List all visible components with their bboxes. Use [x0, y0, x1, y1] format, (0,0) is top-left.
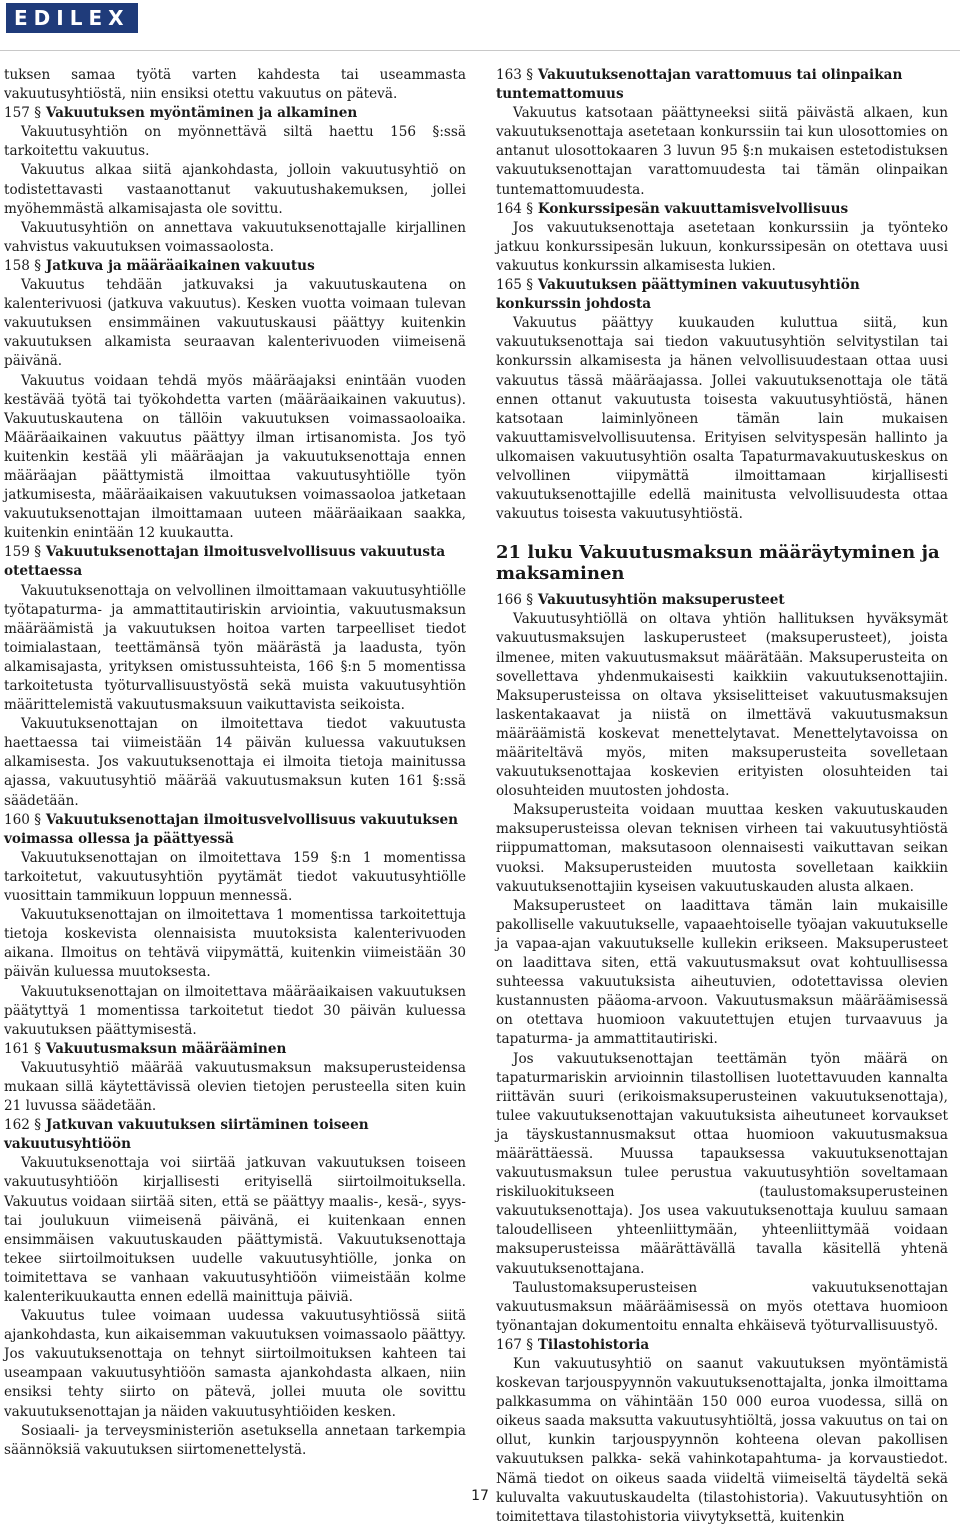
paragraph: Jos vakuutuksenottajan teettämän työn määrä on tapaturmariskin arvioinnin tilastollisen luotettavuuden kannalta riittävän suuri (erikoismaksuperusteinen vakuutuksenottaja), tulee vakuutuksenottajan vakuutuksista aiheutuneet korvaukset ja täyskustannusmaksut ottaa huomioon vakuutusmaksua määrättäessä. Muussa tapauksessa vakuutuksenottajan vakuutusmaksun tulee perustua vakuutusyhtiön soveltamaan riskiluokitukseen (taulustomaksuperusteinen vakuutuksenottaja). Jos usea vakuutuksenottaja kuuluu samaan taloudelliseen yhteenliittymään, yhteenliittymää voidaan maksuperusteissa määrättävällä tavalla käsitellä yhtenä vakuutuksenottajana.	[496, 1050, 948, 1277]
paragraph: Vakuutus voidaan tehdä myös määräajaksi enintään vuoden kestävää työtä tai työkohdetta varten (määräaikainen vakuutus). Vakuutuskautena on tällöin vakuutuksen voimassaoloaika. Määräaikainen vakuutus päättyy ilman irtisanomista. Jos työ kuitenkin kestää yli määräajan ja vakuutuksenottaja ennen määräajan päättymistä ilmoittaa vakuutusyhtiölle työn jatkumisesta, määräaikaisen vakuutuksen voimassaoloa jatketaan vakuutuksenottajan ilmoittamaan uuteen määräaikaan saakka, kuitenkin enintään 12 kuukautta.	[4, 372, 466, 542]
paragraph: Vakuutusyhtiö määrää vakuutusmaksun maksuperusteidensa mukaan sillä käytettävissä olevien tietojen perusteella siten kuin 21 luvussa säädetään.	[4, 1059, 466, 1115]
paragraph: Taulustomaksuperusteisen vakuutuksenottajan vakuutusmaksun määräämisessä on myös otettava huomioon työnantajan dokumentoitu ennalta ehkäisevä työturvallisuustyö.	[496, 1279, 948, 1334]
section-number: 167 §	[496, 1336, 534, 1353]
section-title: Vakuutuksen myöntäminen ja alkaminen	[45, 105, 358, 122]
section-title: Vakuutusmaksun määrääminen	[45, 1040, 287, 1057]
paragraph: Vakuutusyhtiön on myönnettävä siltä haettu 156 §:ssä tarkoitettu vakuutus.	[4, 124, 466, 160]
paragraph: Vakuutus alkaa siitä ajankohdasta, jolloin vakuutusyhtiö on todistettavasti vastaanottanut vakuutushakemuksen, jollei myöhemmästä alkamisajasta ole sovittu.	[4, 162, 466, 217]
section-heading	[4, 257, 466, 276]
paragraph: Sosiaali- ja terveysministeriön asetuksella annetaan tarkempia säännöksiä vakuutuksen siirtomenettelystä.	[4, 1422, 466, 1458]
section-title: Tilastohistoria	[537, 1336, 650, 1353]
section-heading	[4, 811, 466, 849]
paragraph: Vakuutusyhtiön on annettava vakuutuksenottajalle kirjallinen vahvistus vakuutuksen voimassaolosta.	[4, 219, 466, 255]
paragraph: Jos vakuutuksenottaja asetetaan konkurssiin ja työnteko jatkuu konkurssipesän lukuun, konkurssipesän on otettava uusi vakuutus konkurssin alkamisesta lukien.	[496, 219, 948, 274]
paragraph: Vakuutus katsotaan päättyneeksi siitä päivästä alkaen, kun vakuutuksenottaja asetetaan konkurssiin tai kun ulosottomies on antanut ulosottokaaren 3 luvun 95 §:n mukaisen estetodistuksen vakuutuksenottajan varattomuudesta tai tämän olinpaikan tuntemattomuudesta.	[496, 105, 948, 198]
edilex-logo[interactable]	[6, 3, 138, 33]
paragraph: tuksen samaa työtä varten kahdesta tai useammasta vakuutusyhtiöstä, niin ensiksi otettu vakuutus on pätevä.	[4, 67, 466, 103]
section-title: Vakuutuksenottajan ilmoitusvelvollisuus vakuutuksen voimassa ollessa ja päättyessä	[4, 811, 459, 847]
section-number: 157 §	[4, 105, 42, 122]
logo-text: EDILEX	[14, 6, 130, 30]
section-title: Jatkuva ja määräaikainen vakuutus	[45, 257, 315, 274]
paragraph: Vakuutuksenottajan on ilmoitettava tiedot vakuutusta haettaessa tai viimeistään 14 päivän kuluessa vakuutuksen alkamisesta. Jos vakuutuksenottaja ei ilmoita tietoja mainitussa ajassa, vakuutusyhtiö määrää vakuutusmaksun kuten 161 §:ssä säädetään.	[4, 716, 466, 809]
section-heading	[496, 200, 948, 219]
section-heading	[4, 543, 466, 581]
paragraph: Vakuutus tehdään jatkuvaksi ja vakuutuskautena on kalenterivuosi (jatkuva vakuutus). Kesken vuotta voimaan tulevan vakuutuksen ensimmäinen vakuutuskausi päättyy kuitenkin vakuutuksen alkamista seuraavan kalenterivuoden viimeisenä päivänä.	[4, 277, 466, 370]
paragraph: Vakuutus tulee voimaan uudessa vakuutusyhtiössä siitä ajankohdasta, kun aikaisemman vakuutuksen voimassaolo päättyy. Jos vakuutuksenottaja on tehnyt siirtoilmoituksen kahteen tai useampaan vakuutusyhtiöön samasta ajankohdasta alkaen, niin ensiksi tehty siirto on pätevä, jollei muuta ole sovittu vakuutuksenottajan ja näiden vakuutusyhtiöiden kesken.	[4, 1308, 466, 1420]
section-title: Jatkuvan vakuutuksen siirtäminen toiseen vakuutusyhtiöön	[4, 1117, 369, 1153]
paragraph: Maksuperusteita voidaan muuttaa kesken vakuutuskauden maksuperusteissa olevan teknisen virheen tai vakuutusyhtiöstä riippumattoman, maksutasoon olennaisesti vaikuttavan seikan vuoksi. Maksuperusteiden muutosta sovelletaan kaikkiin vakuutuksenottajiin kyseisen vakuutuskauden alusta alkaen.	[496, 802, 948, 895]
section-heading	[4, 104, 466, 123]
paragraph: Vakuutuksenottajan on ilmoitettava 159 §:n 1 momentissa tarkoitetut, vakuutusyhtiön pyytämät tiedot vakuutusyhtiölle vuosittain tammikuun loppuun mennessä.	[4, 849, 466, 905]
paragraph: Vakuutusyhtiöllä on oltava yhtiön hallituksen hyväksymät vakuutusmaksujen laskuperusteet (maksuperusteet), joista ilmenee, miten vakuutusmaksut määrätään. Maksuperusteita on sovellettava yhdenmukaisesti kaikkiin vakuutuksenottajiin. Maksuperusteissa on oltava yksiselitteiset vakuutusmaksujen laskentakaavat ja niistä on ilmettävä vakuutusmaksun määräämistä koskevat menettelytavat. Menettelytavoissa on määriteltävä myös, miten maksuperusteita sovelletaan vakuutuksenottajaa koskevien erityisten olosuhteiden tai olosuhteiden muutosten johdosta.	[496, 611, 948, 800]
left-column	[4, 66, 466, 1460]
page-number: 17	[471, 1488, 489, 1504]
paragraph: Maksuperusteet on laadittava tämän lain mukaisille pakolliselle vakuutukselle, vapaaehtoiselle työajan vakuutukselle ja vapaa-ajan vakuutukselle kullekin erikseen. Maksuperusteet on laadittava siten, että vakuutusmaksut ovat kohtuullisessa suhteessa vakuutuksista aiheutuvien, odotettavissa olevien kustannusten pääoma-arvoon. Vakuutusmaksun määräämisessä on otettava huomioon vakuutettujen etujen turvaavuus ja tapaturma- ja ammattitautiriski.	[496, 897, 948, 1048]
section-title: Vakuutuksenottajan varattomuus tai olinpaikan tuntemattomuus	[496, 67, 903, 103]
section-title: Konkurssipesän vakuuttamisvelvollisuus	[537, 200, 849, 217]
section-number: 166 §	[496, 592, 534, 609]
section-heading	[496, 591, 948, 610]
section-heading	[4, 1116, 466, 1154]
section-heading	[4, 1040, 466, 1059]
section-number: 158 §	[4, 257, 42, 274]
section-number: 160 §	[4, 811, 42, 828]
section-number: 164 §	[496, 200, 534, 217]
section-heading	[496, 276, 948, 314]
section-number: 163 §	[496, 67, 534, 83]
section-number: 159 §	[4, 544, 42, 561]
paragraph: Vakuutus päättyy kuukauden kuluttua siitä, kun vakuutuksenottaja sai tiedon vakuutusyhtiön selvitystilan tai konkurssin alkamisesta ja hänen velvollisuudestaan ottaa uusi vakuutus tässä määräajassa. Jollei vakuutuksenottaja ole tätä ennen ottanut vakuutusta toisesta vakuutusyhtiöstä, hänen katsotaan laiminlyöneen tämän lain mukaisen vakuuttamisvelvollisuutensa. Erityisen selvityspesän hallinto ja ulkomaisen vakuutusyhtiön osalta Tapaturmavakuutuskeskus on velvollinen viipymättä ilmoittamaan kirjallisesti vakuutuksenottajille edellä mainitusta velvollisuudesta ottaa vakuutus toisesta vakuutusyhtiöstä.	[496, 315, 948, 523]
section-heading	[496, 66, 948, 104]
section-number: 162 §	[4, 1117, 42, 1134]
paragraph: Vakuutuksenottaja voi siirtää jatkuvan vakuutuksen toiseen vakuutusyhtiöön kirjallisesti erityisellä siirtoilmoituksella. Vakuutus voidaan siirtää siten, että se päättyy maalis-, kesä-, syys- tai joulukuun viimeisenä päivänä, ei kuitenkaan ennen ensimmäisen vakuutuskauden päättymistä. Vakuutuksenottaja tekee siirtoilmoituksen uudelle vakuutusyhtiölle, jonka on toimitettava se vanhaan vakuutusyhtiöön viimeistään kolme kalenterikuukautta ennen edellä mainittuja päiviä.	[4, 1155, 466, 1305]
paragraph: Vakuutuksenottajan on ilmoitettava 1 momentissa tarkoitettuja tietoja koskevista olennaisista muutoksista kalenterivuoden aikana. Ilmoitus on tehtävä viipymättä, kuitenkin viimeistään 30 päivän kuluessa muutoksesta.	[4, 907, 466, 981]
section-title: Vakuutusyhtiön maksuperusteet	[537, 592, 785, 609]
section-title: Vakuutuksen päättyminen vakuutusyhtiön konkurssin johdosta	[496, 277, 860, 313]
section-heading	[496, 1336, 948, 1355]
paragraph: Vakuutuksenottaja on velvollinen ilmoittamaan vakuutusyhtiölle työtapaturma- ja ammattitautiriskin arviointia, vakuutusmaksun määräämistä ja vakuutuksen hoitoa varten tarpeelliset tiedot toimialastaan, teettämänsä työn määrästä ja laadusta, työn alkamisajasta, yrityksen omistussuhteista, 166 §:n 5 momentissa tarkoitetusta työturvallisuustyöstä sekä muista vakuutusyhtiön määrittelemistä vakuutusmaksuun vaikuttavista seikoista.	[4, 582, 466, 714]
chapter-heading: 21 luku Vakuutusmaksun määräytyminen ja maksaminen	[496, 542, 940, 585]
section-number: 161 §	[4, 1040, 42, 1057]
paragraph: Kun vakuutusyhtiö on saanut vakuutuksen myöntämistä koskevan tarjouspyynnön vakuutuksenottajalta, jonka ilmoittama palkkasumma on vähintään 150 000 euroa vuodessa, sillä on oikeus saada maksutta vakuutusyhtiöltä, jossa vakuutus on tai on ollut, kunkin tarjouspyynnön kohteena olevan pakollisen vakuutuksen palkka- sekä vahinkotapahtuma- ja korvaustiedot. Nämä tiedot on oikeus saada viideltä viimeiseltä täydeltä sekä kuluvalta vakuutuskaudelta (tilastohistoria). Vakuutusyhtiön on toimitettava tilastohistoria viivytyksettä, kuitenkin	[496, 1356, 948, 1525]
paragraph: Vakuutuksenottajan on ilmoitettava määräaikaisen vakuutuksen päätyttyä 1 momentissa tarkoitetut tiedot 30 päivän kuluessa vakuutuksen päättymisestä.	[4, 983, 466, 1038]
section-title: Vakuutuksenottajan ilmoitusvelvollisuus vakuutusta otettaessa	[4, 544, 446, 580]
header-divider	[0, 50, 960, 51]
right-column	[496, 66, 948, 1527]
section-number: 165 §	[496, 277, 534, 294]
